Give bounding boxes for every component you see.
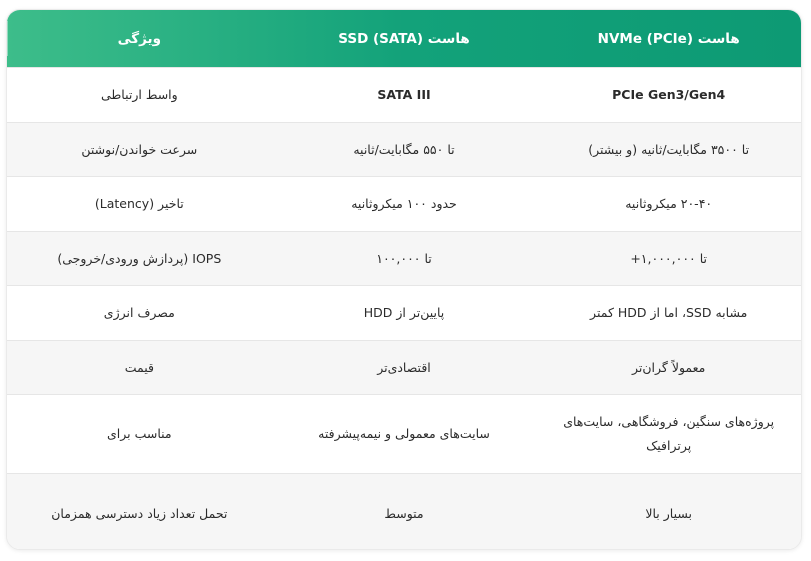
cell-nvme: بسیار بالا	[645, 505, 692, 521]
table-row	[7, 285, 801, 340]
cell-nvme: مشابه SSD، اما از HDD کمتر	[590, 305, 748, 320]
cell-nvme: تا ۱,۰۰۰,۰۰۰+	[630, 250, 708, 266]
cell-feature: تحمل تعداد زیاد دسترسی همزمان	[51, 505, 228, 521]
cell-ssd: SATA III	[377, 87, 431, 102]
cell-nvme: تا ۳۵۰۰ مگابایت/ثانیه (و بیشتر)	[588, 141, 750, 157]
cell-ssd: سایت‌های معمولی و نیمه‌پیشرفته	[318, 426, 490, 441]
table-row	[7, 394, 801, 473]
cell-feature: تاخیر (Latency)	[94, 196, 184, 211]
cell-nvme: ۲۰-۴۰ میکروثانیه	[625, 196, 713, 211]
cell-ssd: پایین‌تر از HDD	[363, 305, 445, 320]
table-header-row	[7, 10, 801, 67]
cell-ssd: متوسط	[384, 505, 424, 521]
cell-feature: مصرف انرژی	[103, 305, 175, 320]
header-feature: ویژگی	[7, 10, 272, 67]
cell-feature: IOPS (پردازش ورودی/خروجی)	[57, 250, 222, 266]
table-row	[7, 231, 801, 285]
table-row	[7, 176, 801, 231]
header-ssd: هاست SSD (SATA)	[338, 30, 470, 47]
cell-ssd: اقتصادی‌تر	[377, 359, 431, 375]
table-row	[7, 67, 801, 122]
cell-ssd: تا ۵۵۰ مگابایت/ثانیه	[353, 141, 455, 157]
table-row	[7, 340, 801, 394]
cell-ssd: تا ۱۰۰,۰۰۰	[376, 250, 432, 266]
cell-feature: مناسب برای	[107, 426, 172, 441]
cell-feature: سرعت خواندن/نوشتن	[81, 141, 198, 157]
table-row	[7, 473, 801, 550]
cell-nvme: معمولاً گران‌تر	[631, 359, 706, 375]
cell-ssd: حدود ۱۰۰ میکروثانیه	[351, 196, 457, 211]
header-nvme: هاست NVMe (PCIe)	[597, 30, 740, 47]
table-row	[7, 122, 801, 176]
cell-nvme: PCIe Gen3/Gen4	[612, 87, 726, 102]
cell-feature: قیمت	[124, 359, 154, 375]
cell-feature: واسط ارتباطی	[100, 87, 178, 102]
cell-nvme: پروژه‌های سنگین، فروشگاهی، سایت‌های پرترافیک	[563, 414, 775, 453]
comparison-table	[6, 9, 802, 550]
